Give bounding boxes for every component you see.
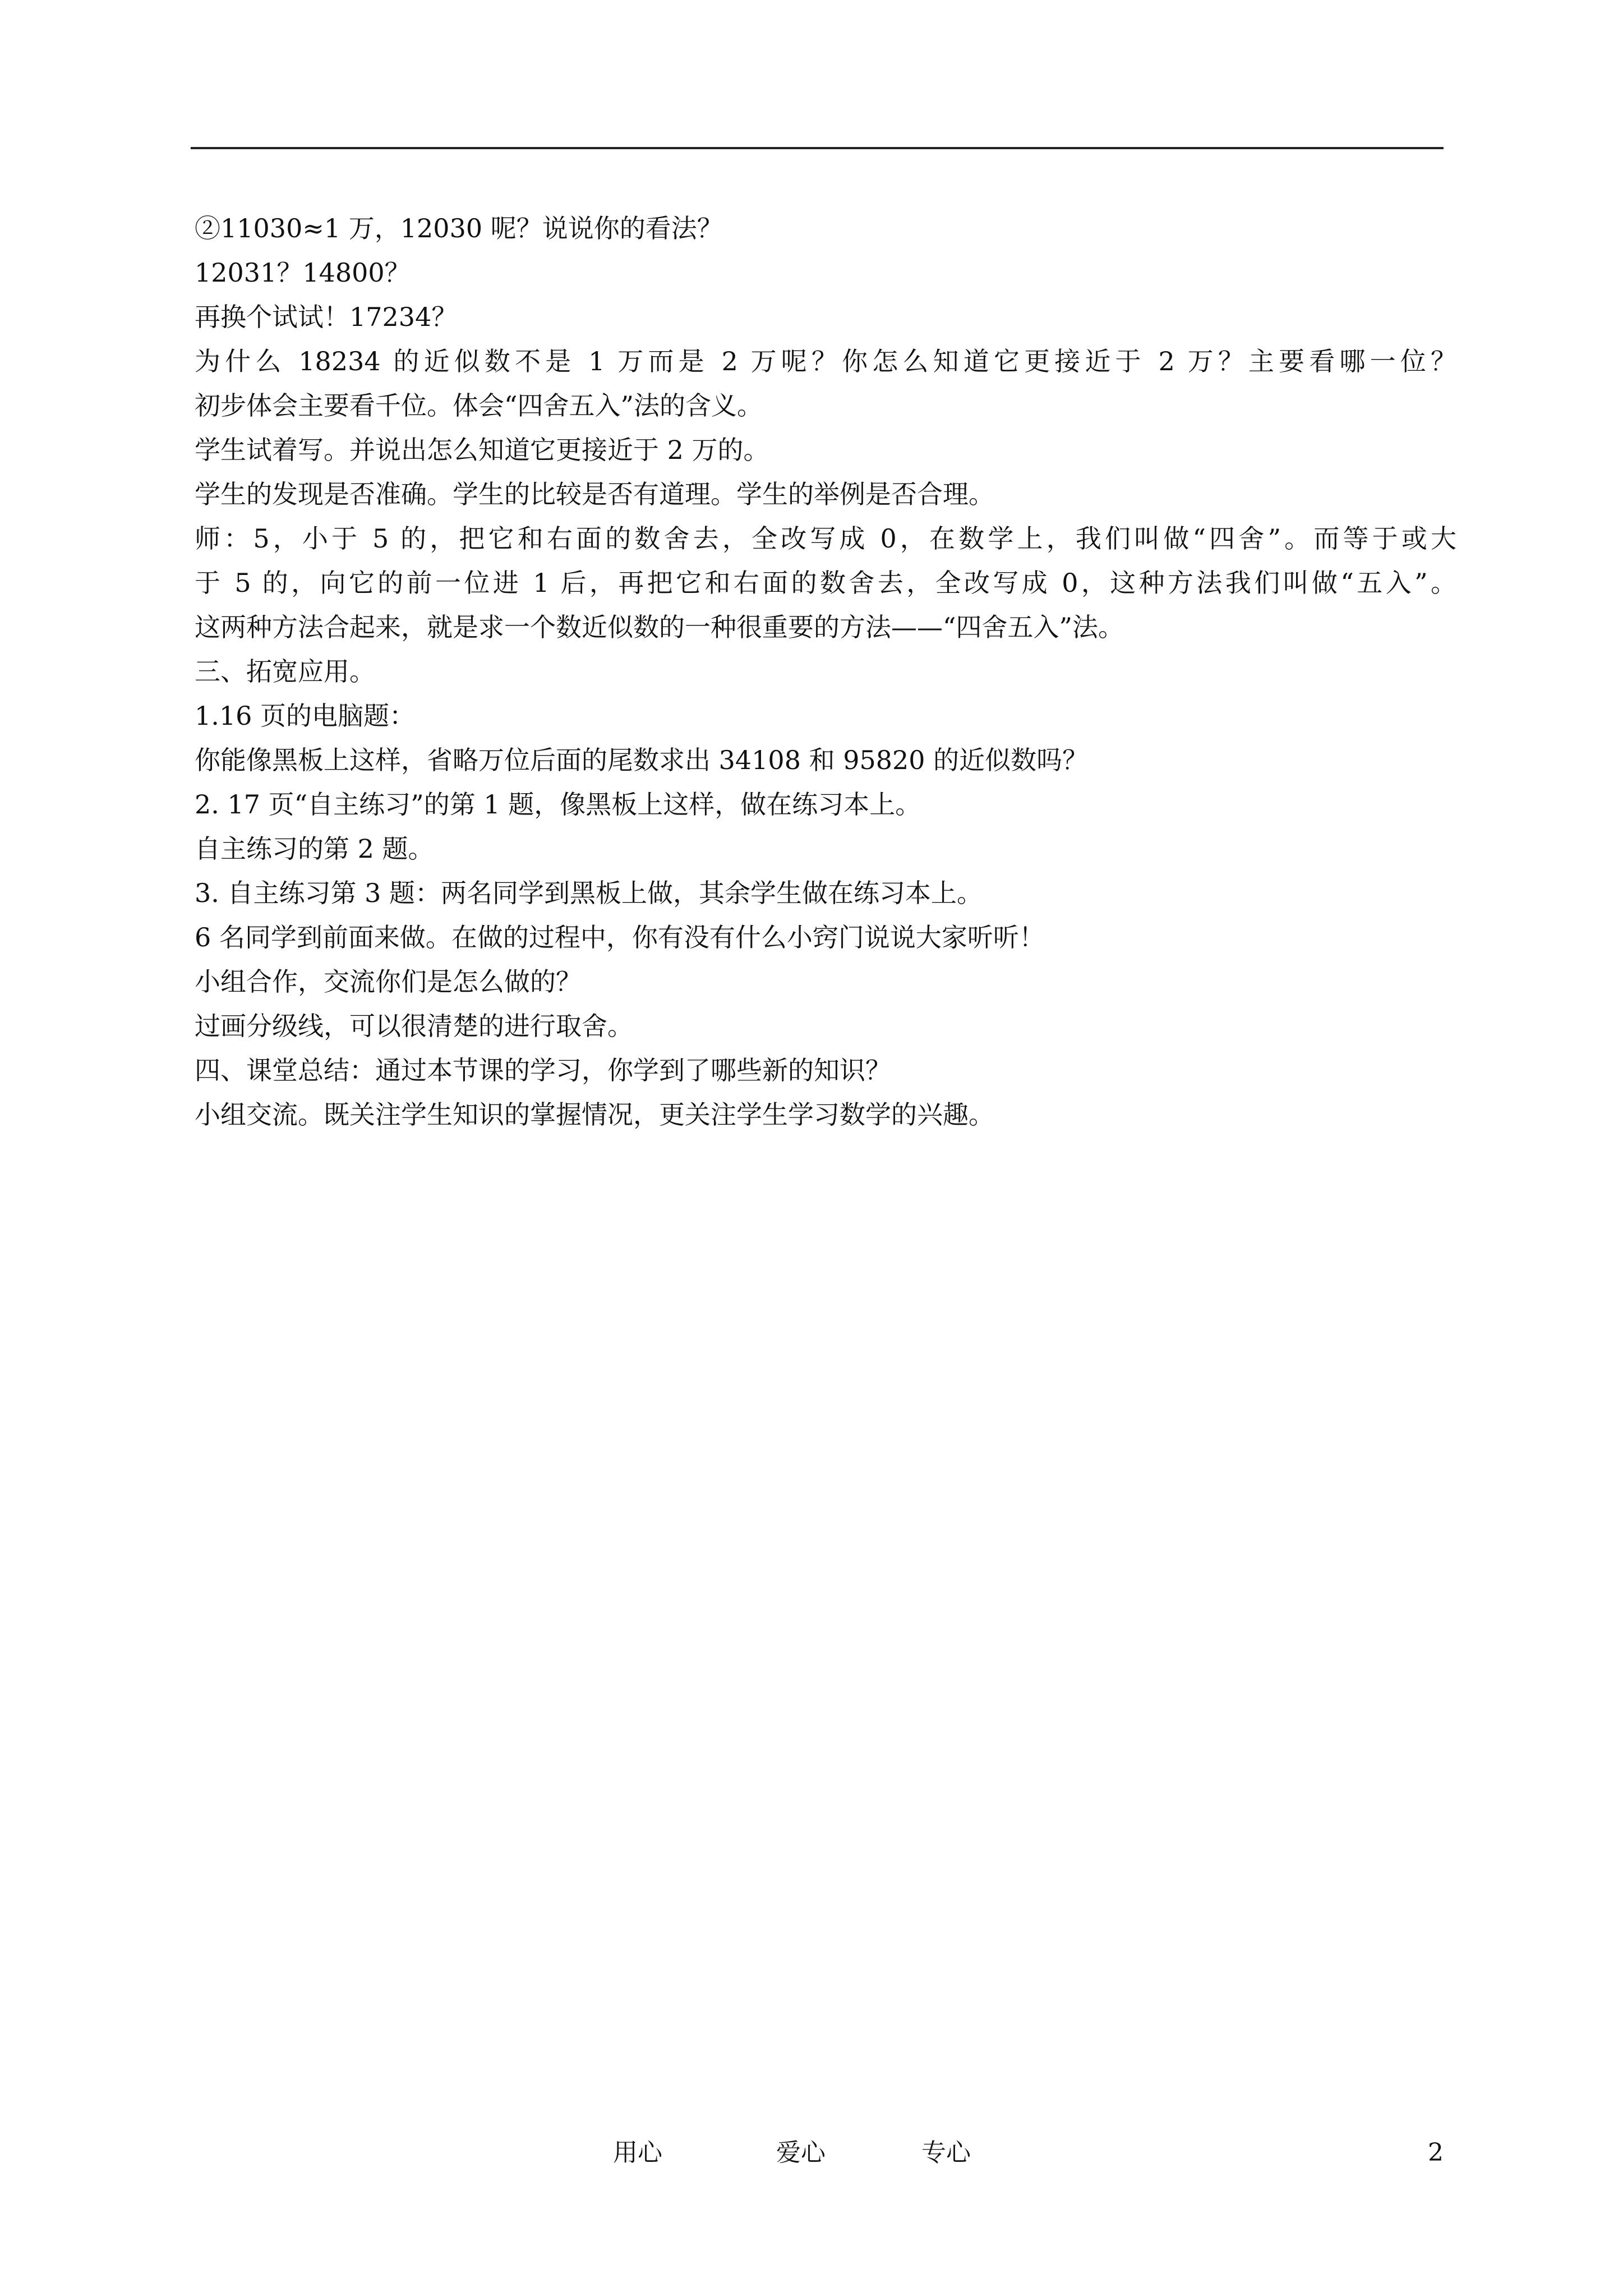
body-line: 学生的发现是否准确。学生的比较是否有道理。学生的举例是否合理。 xyxy=(195,479,994,509)
body-line: 学生试着写。并说出怎么知道它更接近于 2 万的。 xyxy=(195,435,769,465)
body-line: 你能像黑板上这样，省略万位后面的尾数求出 34108 和 95820 的近似数吗？ xyxy=(195,745,1089,775)
section-heading: 三、拓宽应用。 xyxy=(195,656,375,687)
body-line: 过画分级线，可以很清楚的进行取舍。 xyxy=(195,1011,633,1041)
document-body xyxy=(195,206,1456,1137)
body-line: 小组交流。既关注学生知识的掌握情况，更关注学生学习数学的兴趣。 xyxy=(195,1099,994,1130)
section-heading: 四、课堂总结：通过本节课的学习，你学到了哪些新的知识？ xyxy=(195,1055,891,1085)
body-line: 初步体会主要看千位。体会“四舍五入”法的含义。 xyxy=(195,390,763,421)
footer-motto-item: 用心 xyxy=(613,2138,662,2167)
body-line: 为什么 18234 的近似数不是 1 万而是 2 万呢？你怎么知道它更接近于 2 万？主要看哪一位？ xyxy=(195,346,1457,376)
body-line: 师：5，小于 5 的，把它和右面的数舍去，全改写成 0，在数学上，我们叫做“四舍”。而等于或大 xyxy=(195,523,1456,554)
page-footer xyxy=(0,2136,1623,2170)
footer-motto-item: 专心 xyxy=(921,2138,971,2167)
body-line: 这两种方法合起来，就是求一个数近似数的一种很重要的方法——“四舍五入”法。 xyxy=(195,612,1124,642)
body-line: 于 5 的，向它的前一位进 1 后，再把它和右面的数舍去，全改写成 0，这种方法我们叫做“五入”。 xyxy=(195,568,1456,598)
page-number: 2 xyxy=(1428,2138,1444,2167)
body-line: 3. 自主练习第 3 题：两名同学到黑板上做，其余学生做在练习本上。 xyxy=(195,878,983,908)
body-line: 6 名同学到前面来做。在做的过程中，你有没有什么小窍门说说大家听听！ xyxy=(195,922,1045,953)
body-line: 自主练习的第 2 题。 xyxy=(195,834,434,864)
body-line: 再换个试试！17234？ xyxy=(195,302,458,332)
body-line: 1.16 页的电脑题： xyxy=(195,701,416,731)
body-line: ②11030≈1 万，12030 呢？说说你的看法？ xyxy=(195,213,723,243)
body-line: 12031？14800？ xyxy=(195,257,411,288)
header-rule xyxy=(191,147,1444,149)
body-line: 小组合作，交流你们是怎么做的？ xyxy=(195,967,582,997)
body-line: 2. 17 页“自主练习”的第 1 题，像黑板上这样，做在练习本上。 xyxy=(195,789,921,820)
footer-motto-item: 爱心 xyxy=(776,2138,826,2167)
